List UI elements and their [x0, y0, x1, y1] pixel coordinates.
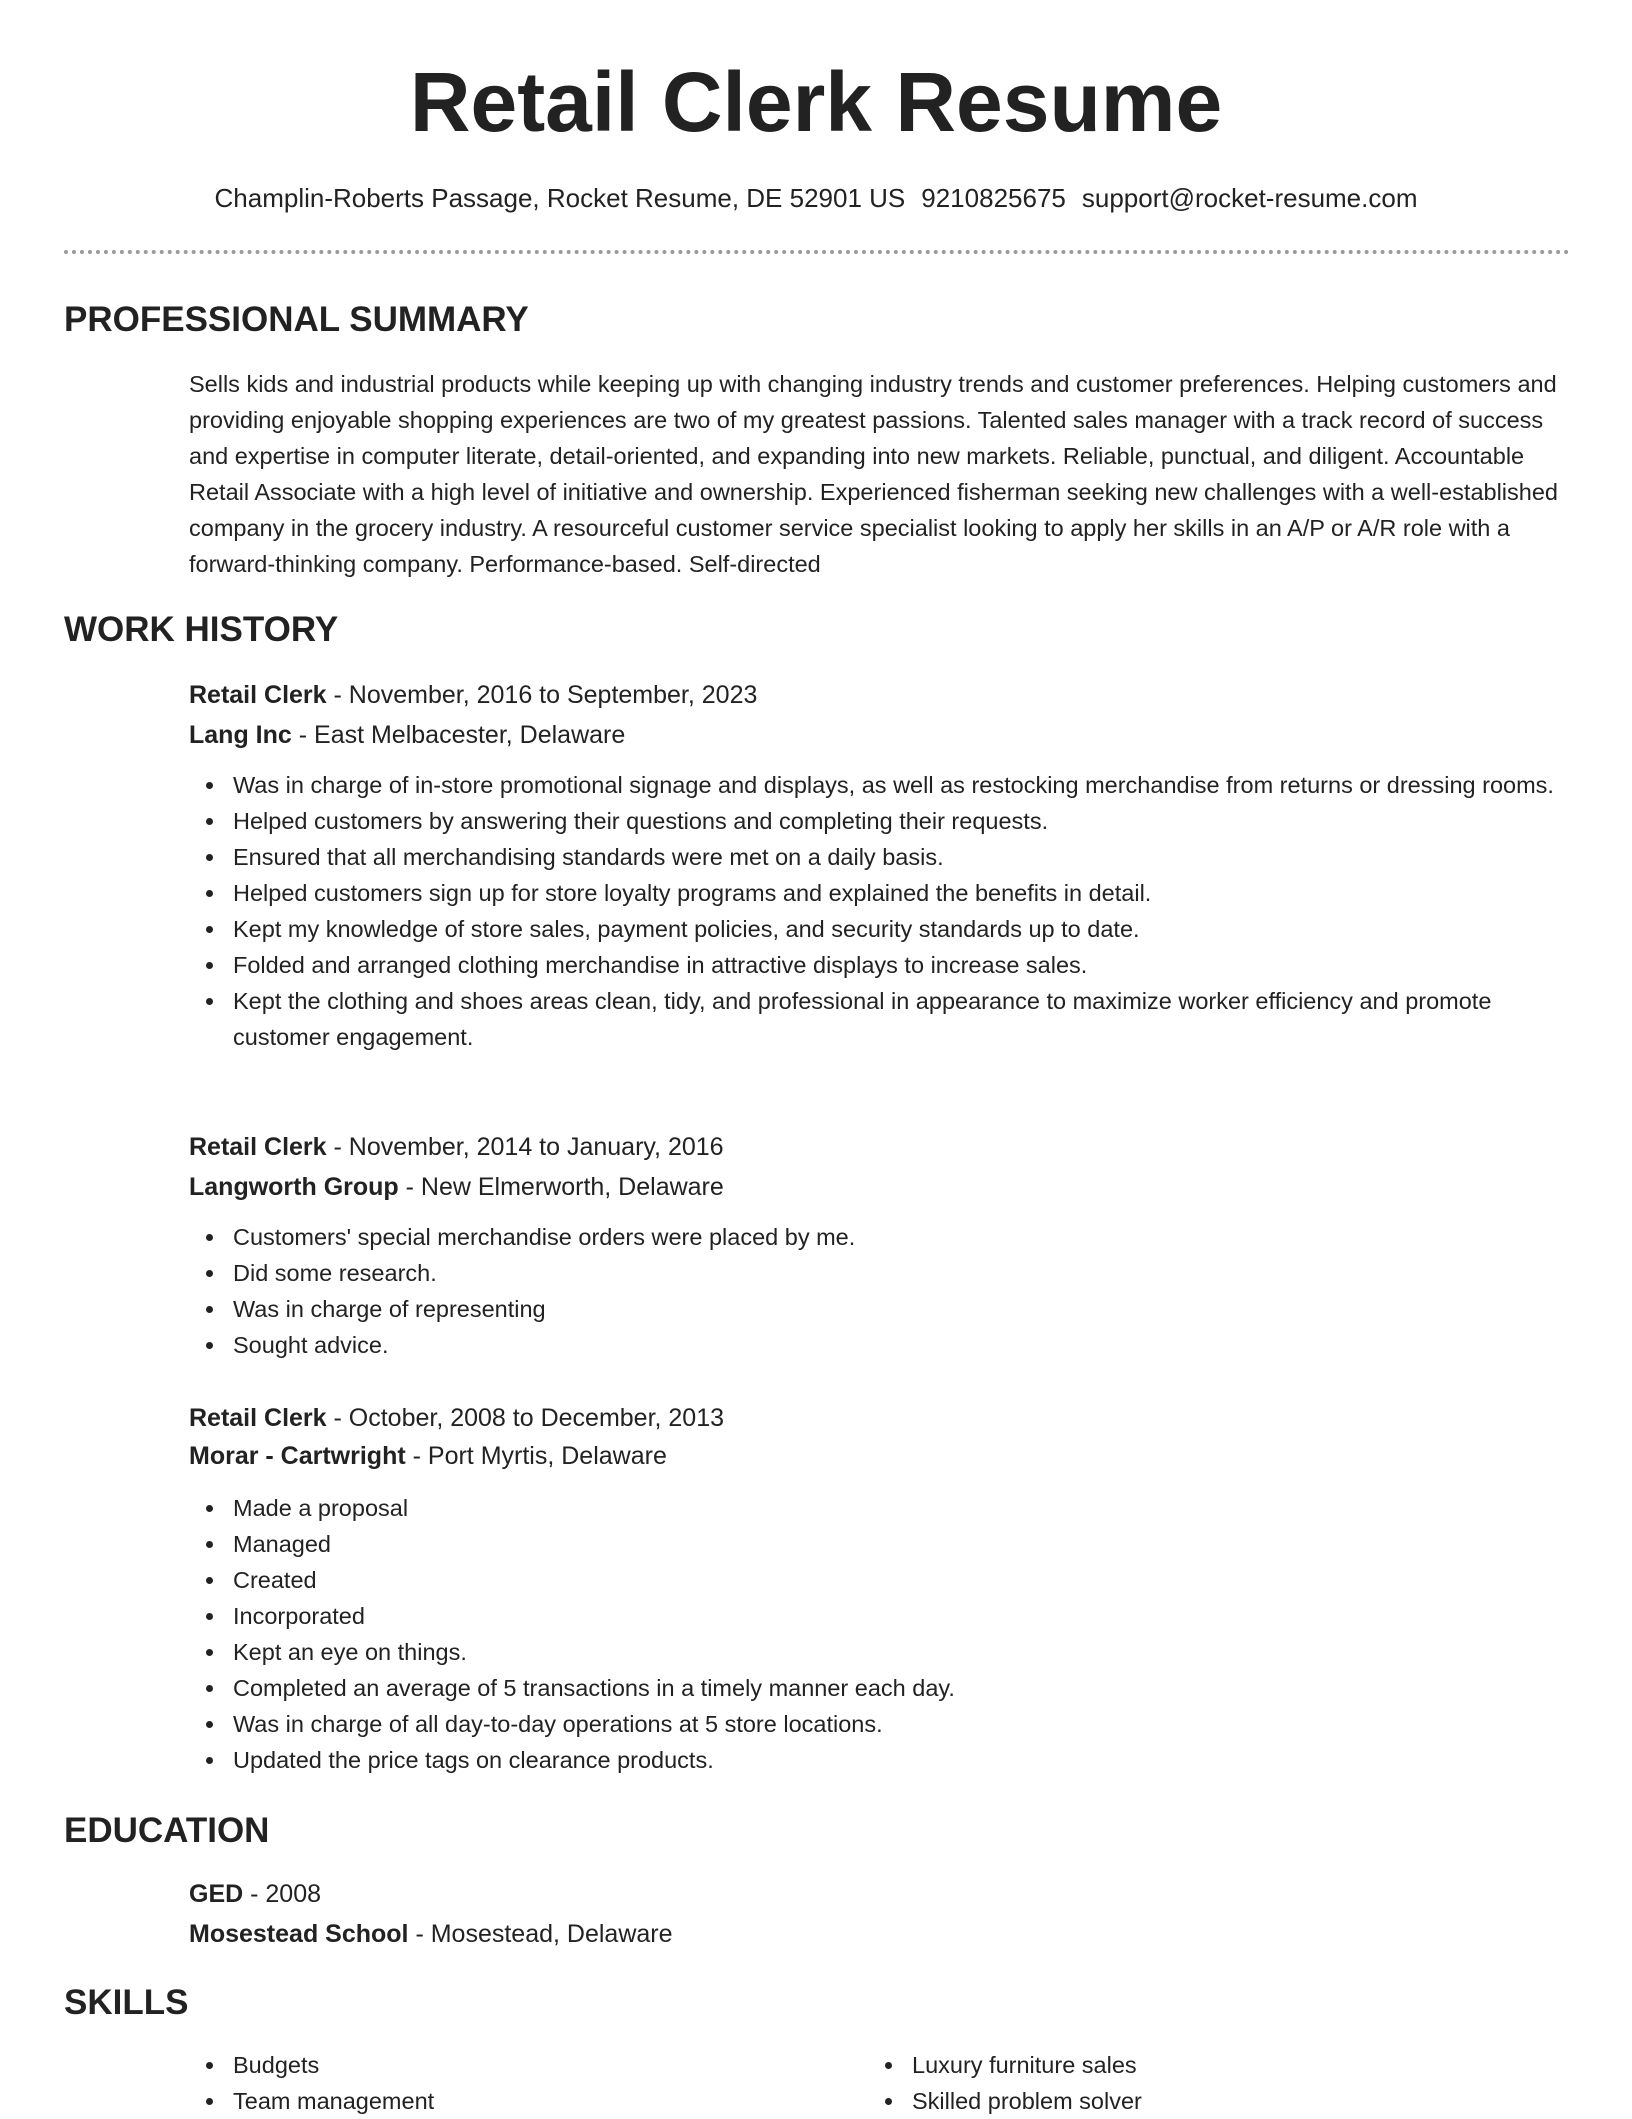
list-item: Made a proposal — [233, 1490, 1570, 1526]
job-title-line — [189, 1129, 1570, 1165]
job-dates: - October, 2008 to December, 2013 — [326, 1404, 725, 1432]
job-company: Langworth Group — [189, 1173, 399, 1201]
job-location: - New Elmerworth, Delaware — [398, 1173, 724, 1201]
contact-address: Champlin-Roberts Passage, Rocket Resume, DE 52901 US — [214, 183, 906, 213]
skills-column-left — [189, 2047, 789, 2119]
job-title: Retail Clerk — [189, 1133, 327, 1161]
education-degree-line — [189, 1876, 1570, 1912]
resume-title: Retail Clerk Resume — [409, 55, 1223, 149]
job-entry-1 — [189, 677, 1570, 1055]
job-company-line — [189, 717, 1570, 753]
list-item: Ensured that all merchandising standards were met on a daily basis. — [233, 839, 1570, 875]
job-company: Morar - Cartwright — [189, 1442, 406, 1470]
list-item: Folded and arranged clothing merchandise in attractive displays to increase sales. — [233, 947, 1570, 983]
job-title: Retail Clerk — [189, 1404, 327, 1432]
list-item: Created — [233, 1562, 1570, 1598]
list-item: Kept the clothing and shoes areas clean, tidy, and professional in appearance to maximize worker efficiency and promote customer engagement. — [233, 983, 1570, 1055]
list-item: Managed — [233, 1526, 1570, 1562]
contact-email: support@rocket-resume.com — [1081, 183, 1418, 213]
education-location: - Mosestead, Delaware — [408, 1920, 673, 1948]
job-dates: - November, 2014 to January, 2016 — [326, 1133, 724, 1161]
skill-item: Skilled problem solver — [912, 2083, 1468, 2119]
contact-phone: 9210825675 — [921, 183, 1066, 213]
list-item: Was in charge of in-store promotional signage and displays, as well as restocking merchandise from returns or dressing rooms. — [233, 767, 1570, 803]
list-item: Did some research. — [233, 1255, 1570, 1291]
education-school-line — [189, 1916, 1570, 1952]
job-title: Retail Clerk — [189, 681, 327, 709]
skill-item: Luxury furniture sales — [912, 2047, 1468, 2083]
job-duties-list — [189, 767, 1570, 1055]
education-entry — [189, 1876, 1570, 1952]
list-item: Kept my knowledge of store sales, payment policies, and security standards up to date. — [233, 911, 1570, 947]
job-entry-2 — [189, 1129, 1570, 1363]
job-duties-list — [189, 1219, 1570, 1363]
summary-section — [189, 366, 1570, 582]
list-item: Helped customers by answering their questions and completing their requests. — [233, 803, 1570, 839]
skill-item: Team management — [233, 2083, 789, 2119]
skills-heading: SKILLS — [64, 1983, 189, 2022]
job-title-line — [189, 677, 1570, 713]
skills-list-left — [189, 2047, 789, 2119]
list-item: Was in charge of all day-to-day operations at 5 store locations. — [233, 1706, 1570, 1742]
list-item: Updated the price tags on clearance products. — [233, 1742, 1570, 1778]
list-item: Was in charge of representing — [233, 1291, 1570, 1327]
skills-list-right — [868, 2047, 1468, 2119]
education-year: - 2008 — [243, 1880, 322, 1908]
contact-line — [0, 180, 1632, 216]
job-title-line — [189, 1400, 1570, 1436]
education-school: Mosestead School — [189, 1920, 409, 1948]
summary-text: Sells kids and industrial products while keeping up with changing industry trends and customer preferences. Helping customers and providing enjoyable shopping experiences are two of my greatest passions. Talented sales manager with a track record of success and expertise in computer literate, detail-oriented, and expanding into new markets. Reliable, punctual, and diligent. Accountable Retail Associate with a high level of initiative and ownership. Experienced fisherman seeking new challenges with a well-established company in the grocery industry. A resourceful customer service specialist looking to apply her skills in an A/P or A/R role with a forward-thinking company. Performance-based. Self-directed — [189, 371, 1558, 577]
summary-heading: PROFESSIONAL SUMMARY — [64, 300, 529, 339]
job-duties-list — [189, 1490, 1570, 1778]
job-company: Lang Inc — [189, 721, 292, 749]
header-divider — [64, 250, 1570, 254]
work-history-heading: WORK HISTORY — [64, 610, 339, 649]
skill-item: Budgets — [233, 2047, 789, 2083]
job-location: - Port Myrtis, Delaware — [405, 1442, 667, 1470]
list-item: Incorporated — [233, 1598, 1570, 1634]
job-company-line — [189, 1169, 1570, 1205]
job-company-line — [189, 1438, 1570, 1474]
education-heading: EDUCATION — [64, 1811, 270, 1850]
job-dates: - November, 2016 to September, 2023 — [326, 681, 758, 709]
education-degree: GED — [189, 1880, 244, 1908]
list-item: Kept an eye on things. — [233, 1634, 1570, 1670]
list-item: Completed an average of 5 transactions in a timely manner each day. — [233, 1670, 1570, 1706]
list-item: Customers' special merchandise orders were placed by me. — [233, 1219, 1570, 1255]
list-item: Sought advice. — [233, 1327, 1570, 1363]
job-entry-3 — [189, 1400, 1570, 1778]
job-location: - East Melbacester, Delaware — [291, 721, 626, 749]
list-item: Helped customers sign up for store loyalty programs and explained the benefits in detail. — [233, 875, 1570, 911]
skills-column-right — [868, 2047, 1468, 2119]
